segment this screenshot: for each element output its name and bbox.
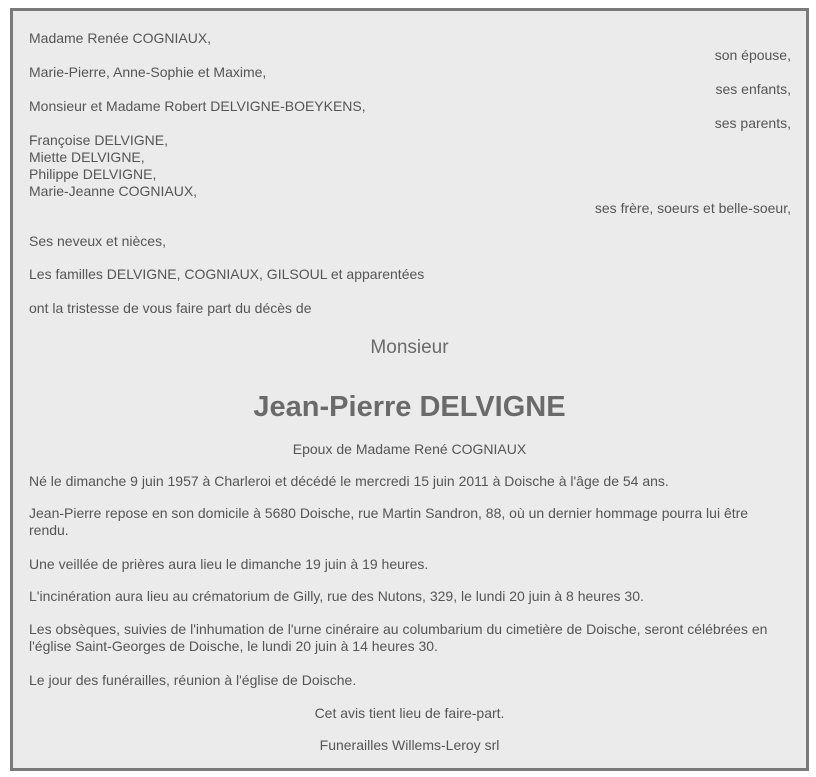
siblings-role: ses frère, soeurs et belle-soeur, bbox=[594, 200, 791, 216]
vigil-line: Une veillée de prières aura lieu le dimanche 19 juin à 19 heures. bbox=[29, 556, 429, 572]
sibling-name: Philippe DELVIGNE, bbox=[29, 166, 157, 182]
children-names: Marie-Pierre, Anne-Sophie et Maxime, bbox=[29, 64, 267, 80]
meeting-line: Le jour des funérailles, réunion à l'église de Doische. bbox=[29, 672, 357, 688]
spouse-role: son épouse, bbox=[714, 47, 791, 63]
parents-names: Monsieur et Madame Robert DELVIGNE-BOEYKENS, bbox=[29, 98, 366, 114]
sibling-name: Miette DELVIGNE, bbox=[29, 149, 145, 165]
repose-paragraph: Jean-Pierre repose en son domicile à 5680 Doische, rue Martin Sandron, 88, où un dernier hommage pourra lui être rendu. bbox=[29, 505, 749, 538]
funeral-paragraph: Les obsèques, suivies de l'inhumation de l'urne cinéraire au columbarium du cimetière de Doische, seront célébrées en l'église Saint-Georges de Doische, le lundi 20 juin à 14 heures 30. bbox=[29, 621, 768, 654]
deceased-name: Jean-Pierre DELVIGNE bbox=[253, 391, 566, 423]
cremation-line: L'incinération aura lieu au crématorium de Gilly, rue des Nutons, 329, le lundi 20 juin à 8 heures 30. bbox=[29, 588, 644, 604]
obituary-notice bbox=[10, 8, 809, 771]
spouse-name: Madame Renée COGNIAUX, bbox=[29, 30, 212, 46]
parents-role: ses parents, bbox=[714, 115, 791, 131]
birth-death-line: Né le dimanche 9 juin 1957 à Charleroi et décédé le mercredi 15 juin 2011 à Doische à l'âge de 54 ans. bbox=[29, 473, 669, 489]
deceased-title: Monsieur bbox=[370, 337, 449, 358]
undertaker-line: Funerailles Willems-Leroy srl bbox=[319, 737, 500, 753]
families-line: Les familles DELVIGNE, COGNIAUX, GILSOUL et apparentées bbox=[29, 266, 425, 282]
notice-line: Cet avis tient lieu de faire-part. bbox=[314, 705, 505, 721]
sibling-name: Françoise DELVIGNE, bbox=[29, 132, 169, 148]
announcement-line: ont la tristesse de vous faire part du décès de bbox=[29, 300, 312, 316]
deceased-spouse-line: Epoux de Madame René COGNIAUX bbox=[292, 441, 527, 457]
sibling-name: Marie-Jeanne COGNIAUX, bbox=[29, 183, 198, 199]
nephews-line: Ses neveux et nièces, bbox=[29, 233, 166, 249]
children-role: ses enfants, bbox=[715, 81, 791, 97]
